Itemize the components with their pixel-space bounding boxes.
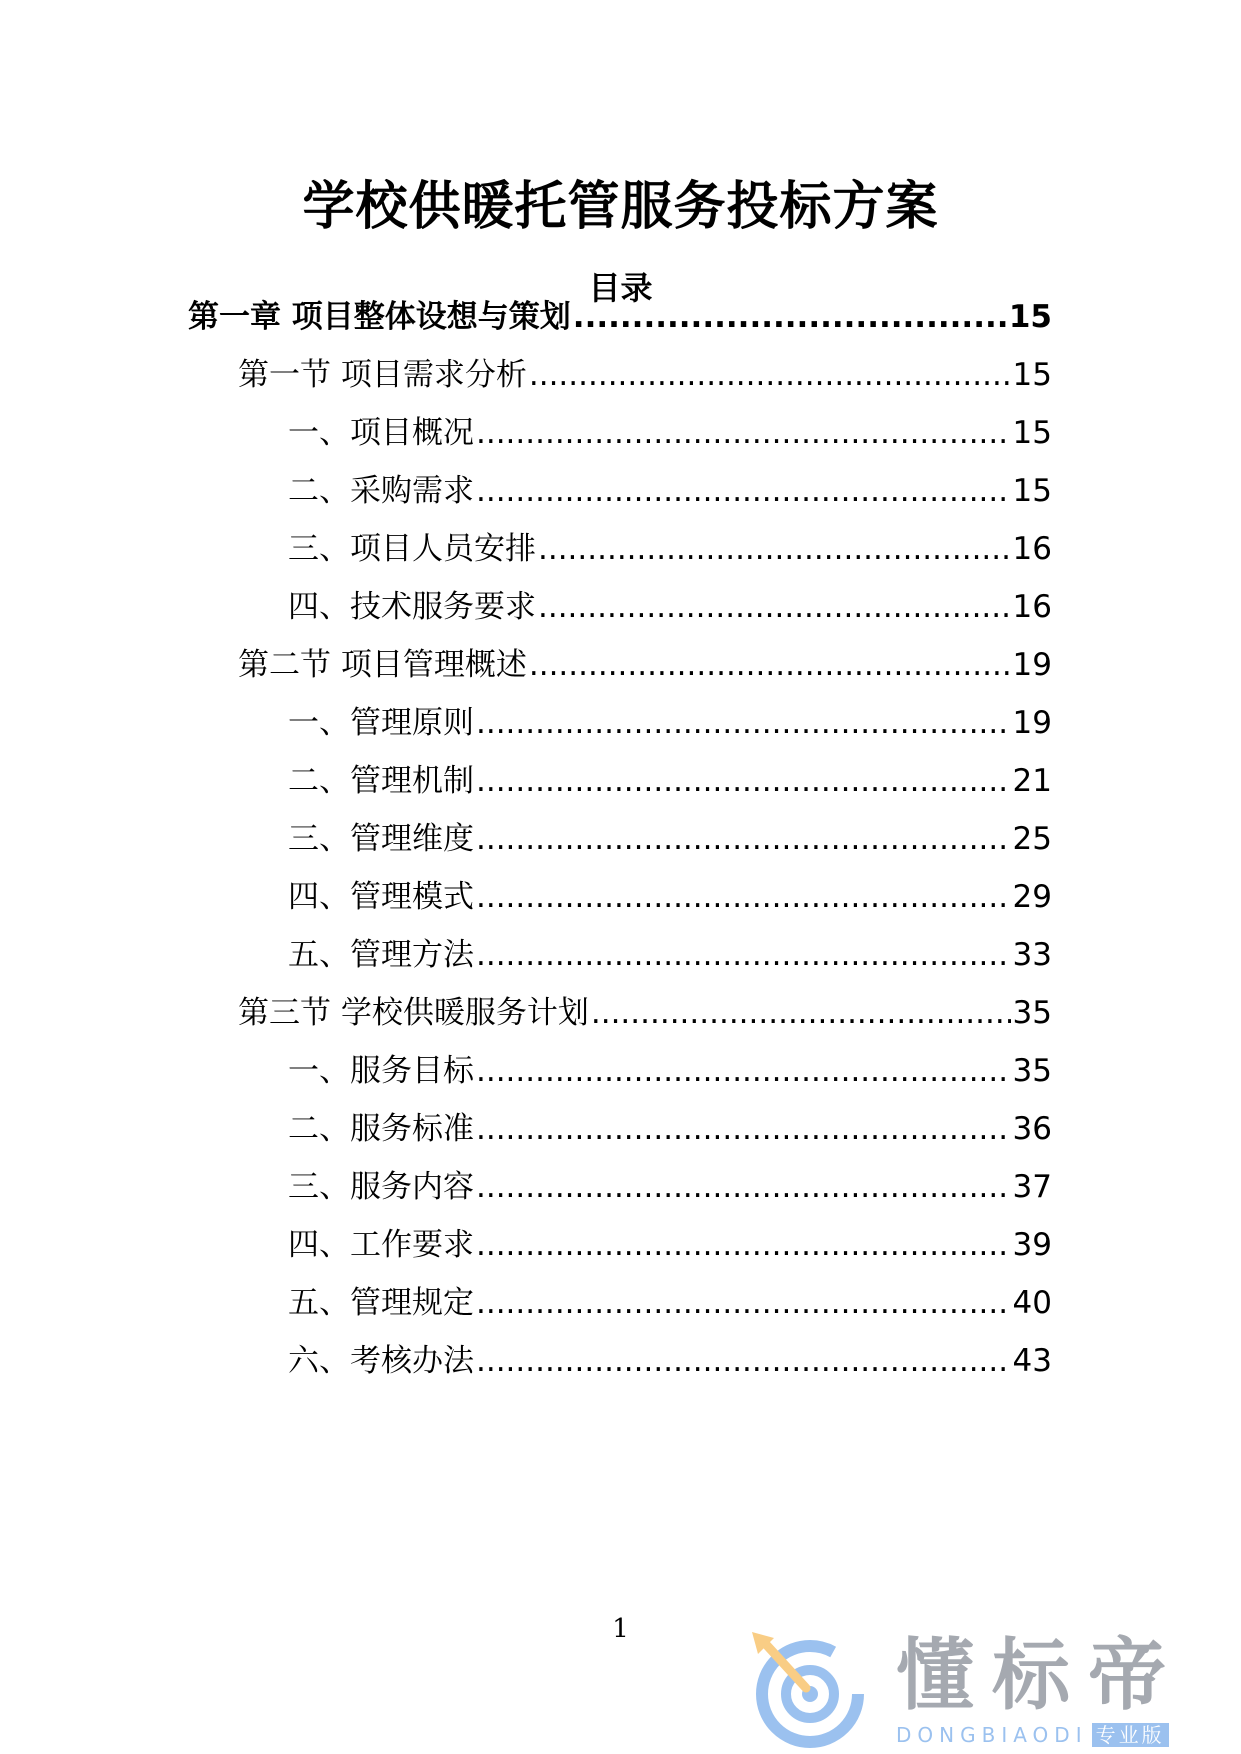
toc-entry-page: 15 (1012, 357, 1052, 393)
toc-dot-leader (538, 585, 1011, 629)
toc-entry-page: 35 (1012, 995, 1052, 1031)
toc-heading: 目录 (588, 269, 653, 307)
toc-entry[interactable] (288, 1223, 1052, 1267)
toc-entry[interactable] (288, 585, 1052, 629)
toc-entry[interactable] (288, 1339, 1052, 1383)
toc-entry-label: 一、项目概况 (288, 415, 474, 451)
toc-entry[interactable] (288, 1049, 1052, 1093)
toc-entry-label: 第三节 学校供暖服务计划 (238, 995, 589, 1031)
toc-entry-page: 39 (1012, 1227, 1052, 1263)
toc-entry-page: 16 (1012, 531, 1052, 567)
toc-entry[interactable] (288, 875, 1052, 919)
toc-entry-page: 15 (1012, 415, 1052, 451)
toc-entry-page: 37 (1012, 1169, 1052, 1205)
toc-entry-page: 25 (1012, 821, 1052, 857)
toc-dot-leader (476, 469, 1011, 513)
toc-entry[interactable] (288, 759, 1052, 803)
toc-entry-label: 一、管理原则 (288, 705, 474, 741)
toc-dot-leader (476, 1049, 1011, 1093)
toc-dot-leader (476, 411, 1011, 455)
toc-entry-label: 五、管理规定 (288, 1285, 474, 1321)
watermark (744, 1630, 1214, 1750)
toc-entry-page: 15 (1012, 473, 1052, 509)
toc-dot-leader (591, 991, 1011, 1035)
watermark-badge: 专业版 (1092, 1723, 1169, 1747)
toc-dot-leader (476, 1281, 1011, 1325)
toc-entry-label: 第二节 项目管理概述 (238, 647, 527, 683)
toc-entry-page: 21 (1012, 763, 1052, 799)
toc-entry-label: 四、管理模式 (288, 879, 474, 915)
toc-entry-label: 三、管理维度 (288, 821, 474, 857)
toc-entry-label: 三、服务内容 (288, 1169, 474, 1205)
watermark-brand-text: 懂标帝 (896, 1631, 1185, 1721)
toc-dot-leader (476, 933, 1011, 977)
toc-entry[interactable] (238, 643, 1052, 687)
toc-entry[interactable] (288, 527, 1052, 571)
toc-dot-leader (476, 1165, 1011, 1209)
toc-entry-label: 二、管理机制 (288, 763, 474, 799)
toc-entry-page: 40 (1012, 1285, 1052, 1321)
toc-entry-label: 六、考核办法 (288, 1343, 474, 1379)
toc-entry[interactable] (288, 933, 1052, 977)
toc-entry[interactable] (288, 1165, 1052, 1209)
toc-entry-label: 第一章 项目整体设想与策划 (188, 299, 571, 335)
toc-dot-leader (573, 295, 1007, 339)
toc-dot-leader (529, 353, 1011, 397)
toc-entry[interactable] (288, 1281, 1052, 1325)
toc-entry-page: 33 (1012, 937, 1052, 973)
toc-entry-label: 一、服务目标 (288, 1053, 474, 1089)
toc-entry-page: 43 (1012, 1343, 1052, 1379)
toc-dot-leader (476, 1223, 1011, 1267)
toc-entry-page: 36 (1012, 1111, 1052, 1147)
toc-entry[interactable] (288, 817, 1052, 861)
toc-dot-leader (476, 875, 1011, 919)
toc-entry-page: 19 (1012, 705, 1052, 741)
toc-entry[interactable] (288, 469, 1052, 513)
watermark-latin-text: DONGBIAODI (896, 1723, 1088, 1747)
toc-entry-label: 五、管理方法 (288, 937, 474, 973)
toc-entry-page: 15 (1008, 299, 1052, 335)
toc-entry-label: 二、采购需求 (288, 473, 474, 509)
target-arrow-icon (744, 1630, 874, 1750)
toc-dot-leader (476, 1107, 1011, 1151)
toc-entry-label: 第一节 项目需求分析 (238, 357, 527, 393)
toc-dot-leader (476, 701, 1011, 745)
toc-entry-page: 29 (1012, 879, 1052, 915)
toc-entry-label: 四、工作要求 (288, 1227, 474, 1263)
toc-entry[interactable] (288, 411, 1052, 455)
toc-dot-leader (476, 817, 1011, 861)
toc-entry-page: 16 (1012, 589, 1052, 625)
page-number: 1 (612, 1614, 629, 1644)
toc-dot-leader (538, 527, 1011, 571)
toc-entry[interactable] (188, 295, 1052, 339)
toc-entry[interactable] (288, 701, 1052, 745)
toc-entry-page: 19 (1012, 647, 1052, 683)
toc-entry[interactable] (238, 353, 1052, 397)
document-title: 学校供暖托管服务投标方案 (302, 177, 939, 237)
toc-dot-leader (529, 643, 1011, 687)
watermark-subtitle (896, 1724, 1169, 1746)
toc-entry[interactable] (238, 991, 1052, 1035)
toc-entry-label: 四、技术服务要求 (288, 589, 536, 625)
toc-entry-label: 二、服务标准 (288, 1111, 474, 1147)
toc-entry[interactable] (288, 1107, 1052, 1151)
toc-entry-label: 三、项目人员安排 (288, 531, 536, 567)
toc-dot-leader (476, 1339, 1011, 1383)
toc-entry-page: 35 (1012, 1053, 1052, 1089)
toc-dot-leader (476, 759, 1011, 803)
